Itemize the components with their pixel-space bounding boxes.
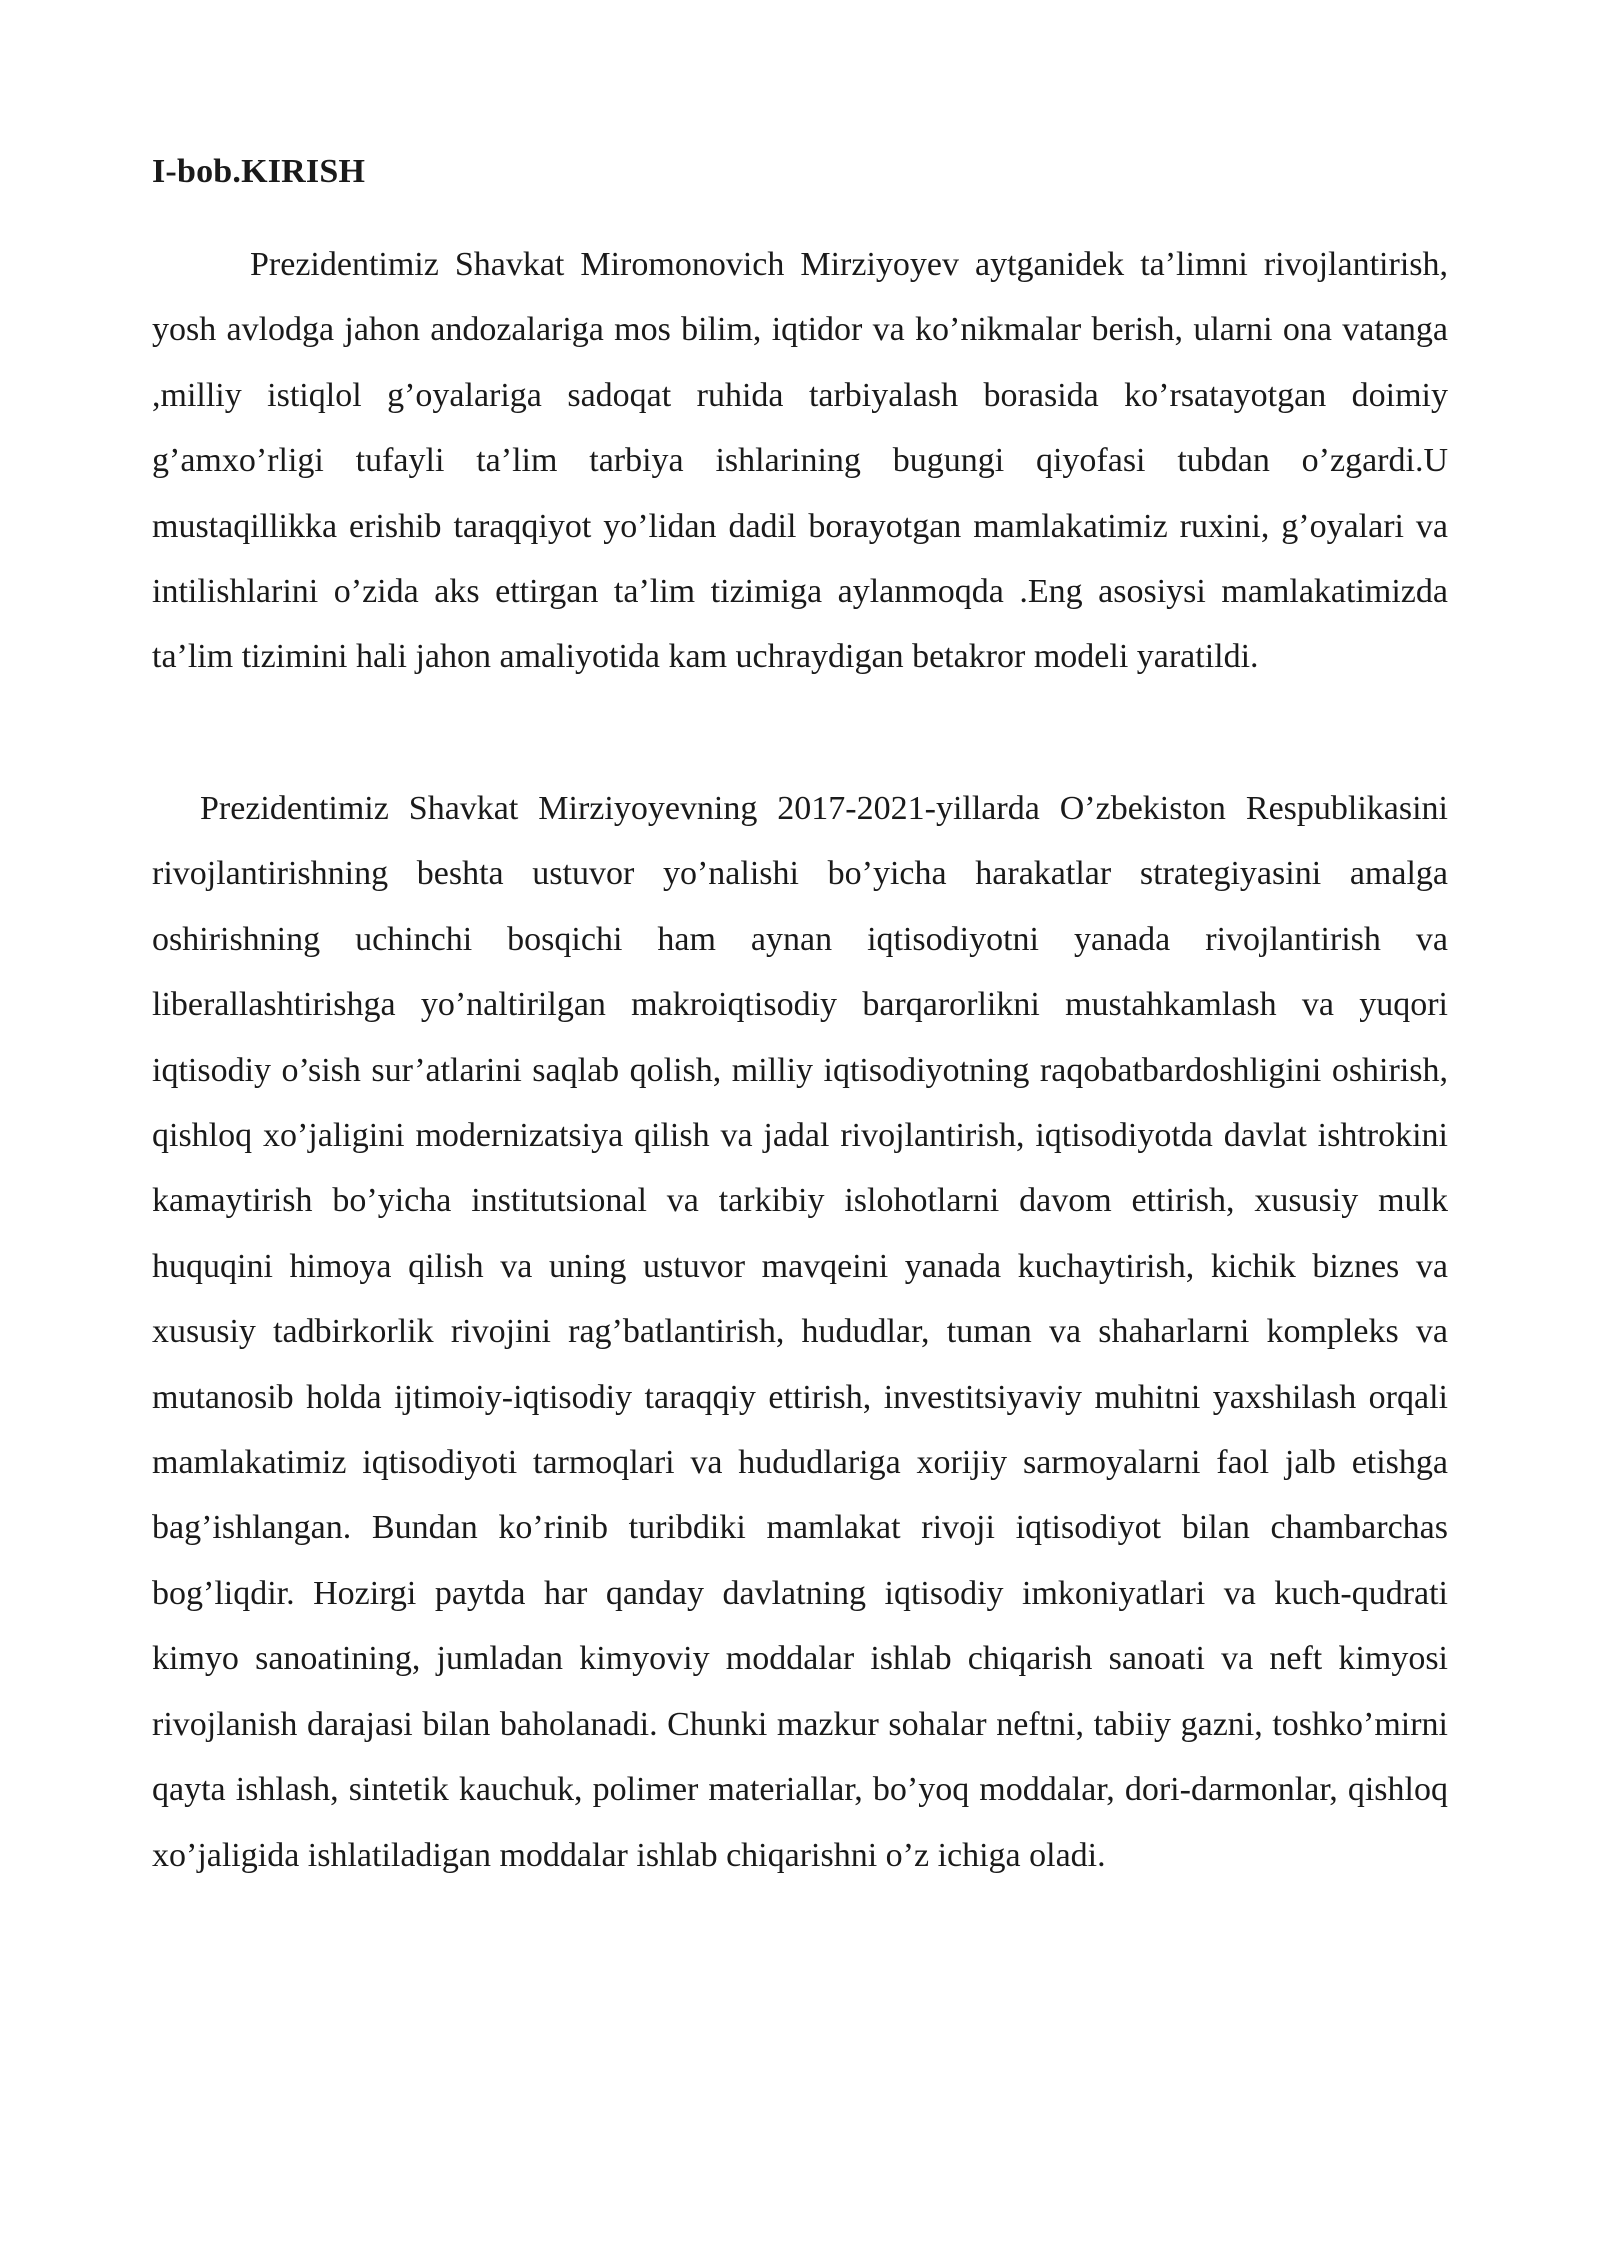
paragraph-strategy: Prezidentimiz Shavkat Mirziyoyevning 2017-2021-yillarda O’zbekiston Respublikasini rivojlantirishning beshta ustuvor yo’nalishi bo’yicha harakatlar strategiyasini amalga oshirishning uchinchi bosqichi ham aynan iqtisodiyotni yanada rivojlantirish va liberallashtirishga yo’naltirilgan makroiqtisodiy barqarorlikni mustahkamlash va yuqori iqtisodiy o’sish sur’atlarini saqlab qolish, milliy iqtisodiyotning raqobatbardoshligini oshirish, qishloq xo’jaligini modernizatsiya qilish va jadal rivojlantirish, iqtisodiyotda davlat ishtrokini kamaytirish bo’yicha institutsional va tarkibiy islohotlarni davom ettirish, xususiy mulk huquqini himoya qilish va uning ustuvor mavqeini yanada kuchaytirish, kichik biznes va xususiy tadbirkorlik rivojini rag’batlantirish, hududlar, tuman va shaharlarni kompleks va mutanosib holda ijtimoiy-iqtisodiy taraqqiy ettirish, investitsiyaviy muhitni yaxshilash orqali mamlakatimiz iqtisodiyoti tarmoqlari va hududlariga xorijiy sarmoyalarni faol jalb etishga bag’ishlangan. Bundan ko’rinib turibdiki mamlakat rivoji iqtisodiyot bilan chambarchas bog’liqdir. Hozirgi paytda har qanday davlatning iqtisodiy imkoniyatlari va kuch-qudrati kimyo sanoatining, jumladan kimyoviy moddalar ishlab chiqarish sanoati va neft kimyosi rivojlanish darajasi bilan baholanadi. Chunki mazkur sohalar neftni, tabiiy gazni, toshko’mirni qayta ishlash, sintetik kauchuk, polimer materiallar, bo’yoq moddalar, dori-darmonlar, qishloq xo’jaligida ishlatiladigan moddalar ishlab chiqarishni o’z ichiga oladi.	[152, 790, 1448, 1874]
chapter-heading: I-bob.KIRISH	[152, 153, 366, 190]
paragraph-intro: Prezidentimiz Shavkat Miromonovich Mirziyoyev aytganidek ta’limni rivojlantirish, yosh avlodga jahon andozalariga mos bilim, iqtidor va ko’nikmalar berish, ularni ona vatanga ,milliy istiqlol g’oyalariga sadoqat ruhida tarbiyalash borasida ko’rsatayotgan doimiy g’amxo’rligi tufayli ta’lim tarbiya ishlarining bugungi qiyofasi tubdan o’zgardi.U mustaqillikka erishib taraqqiyot yo’lidan dadil borayotgan mamlakatimiz ruxini, g’oyalari va intilishlarini o’zida aks ettirgan ta’lim tizimiga aylanmoqda .Eng asosiysi mamlakatimizda ta’lim tizimini hali jahon amaliyotida kam uchraydigan betakror modeli yaratildi.	[152, 246, 1448, 676]
